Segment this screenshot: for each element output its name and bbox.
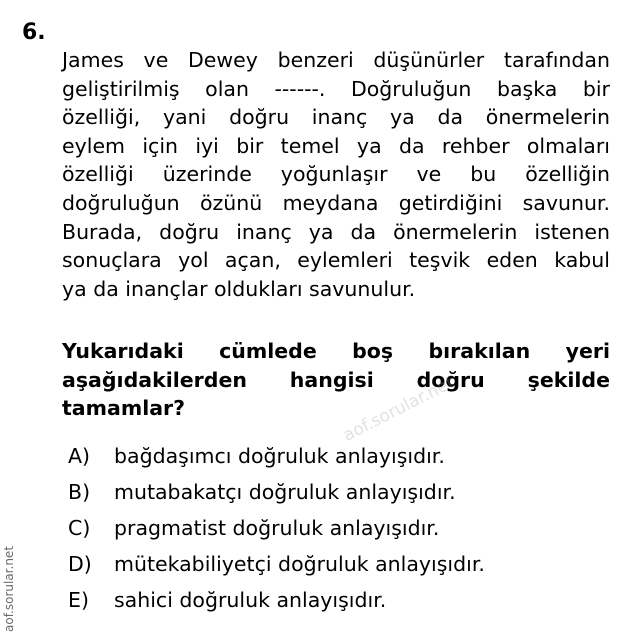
option-text: pragmatist doğruluk anlayışıdır.: [114, 516, 440, 540]
option-text: sahici doğruluk anlayışıdır.: [114, 588, 387, 612]
option-text: mütekabiliyetçi doğruluk anlayışıdır.: [114, 552, 485, 576]
prompt-line: aşağıdakilerden hangisi doğru şekilde: [62, 367, 610, 392]
option-letter: C): [68, 516, 91, 540]
option-text: mutabakatçı doğruluk anlayışıdır.: [114, 480, 456, 504]
stem-line: geliştirilmiş olan ------. Doğruluğun başka bir: [62, 76, 610, 101]
stem-line: özelliği, yani doğru inanç ya da önermelerin: [62, 105, 610, 130]
stem-line: özelliği üzerinde yoğunlaşır ve bu özelliğin: [62, 162, 610, 187]
option-d[interactable]: [68, 552, 485, 588]
prompt-line: tamamlar?: [62, 396, 186, 421]
prompt-line: Yukarıdaki cümlede boş bırakılan yeri: [62, 339, 610, 363]
stem-line: doğruluğun özünü meydana getirdiğini savunur.: [62, 190, 610, 215]
stem-line: sonuçlara yol açan, eylemleri teşvik eden kabul: [62, 248, 610, 273]
option-text: bağdaşımcı doğruluk anlayışıdır.: [114, 444, 445, 468]
option-e[interactable]: [68, 588, 485, 624]
option-c[interactable]: [68, 516, 485, 552]
option-letter: D): [68, 552, 92, 576]
option-b[interactable]: [68, 480, 485, 516]
option-letter: B): [68, 480, 91, 504]
stem-line: Burada, doğru inanç ya da önermelerin istenen: [62, 219, 610, 244]
question-stem: [62, 46, 610, 303]
option-letter: A): [68, 444, 91, 468]
option-letter: E): [68, 588, 89, 612]
stem-line: James ve Dewey benzeri düşünürler tarafından: [62, 48, 610, 72]
question-prompt: [62, 337, 610, 423]
stem-line: eylem için iyi bir temel ya da rehber olmaları: [62, 133, 610, 158]
option-a[interactable]: [68, 444, 485, 480]
watermark: aof.sorular.net: [340, 372, 458, 446]
side-watermark: aof.sorular.net: [2, 545, 16, 632]
answer-options: [68, 444, 485, 624]
stem-line: ya da inançlar oldukları savunulur.: [62, 276, 416, 301]
question-number: 6.: [22, 20, 46, 45]
